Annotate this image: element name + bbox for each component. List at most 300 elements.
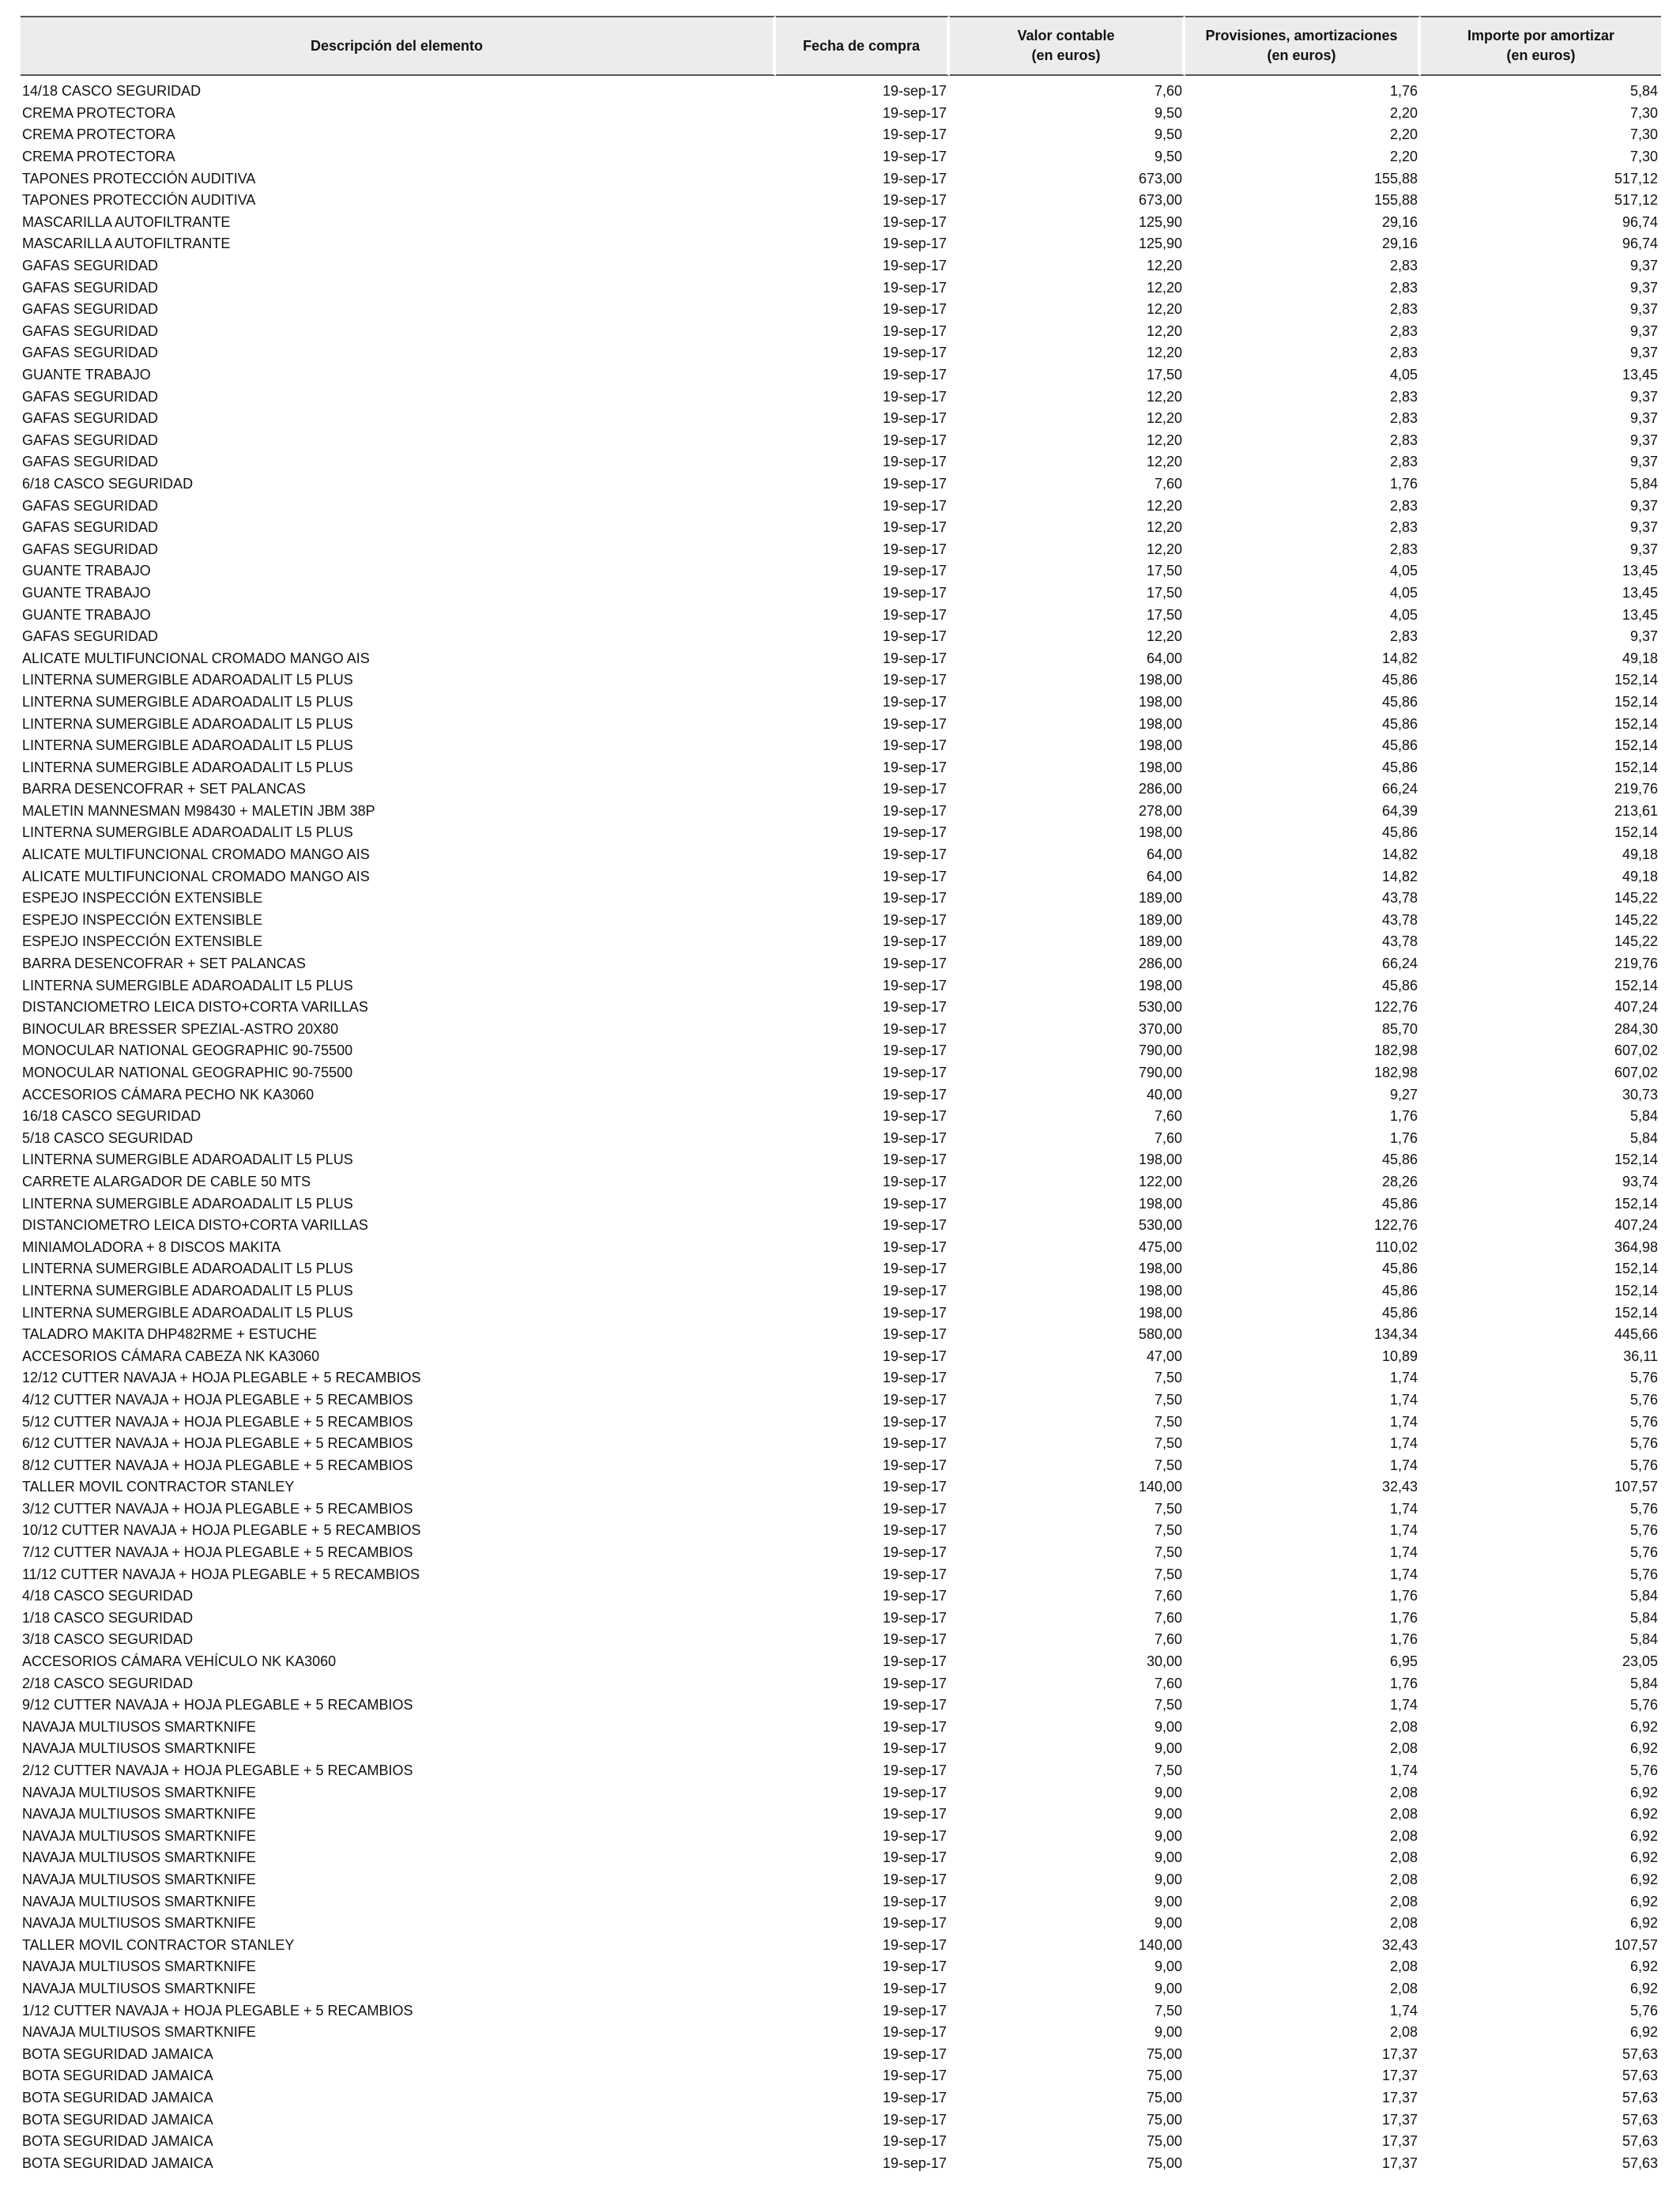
cell-amount-to-amortize: 152,14 <box>1614 824 1658 841</box>
cell-description: LINTERNA SUMERGIBLE ADAROADALIT L5 PLUS <box>22 715 353 732</box>
cell-amount-to-amortize: 7,30 <box>1629 149 1658 165</box>
cell-purchase-date: 19-sep-17 <box>882 454 947 470</box>
cell-purchase-date: 19-sep-17 <box>882 1348 947 1364</box>
table-row <box>21 1913 1661 1935</box>
table-row <box>21 1695 1661 1717</box>
cell-description: 3/12 CUTTER NAVAJA + HOJA PLEGABLE + 5 RECAMBIOS <box>22 1500 413 1517</box>
cell-description: LINTERNA SUMERGIBLE ADAROADALIT L5 PLUS <box>22 737 353 754</box>
cell-amount-to-amortize: 9,37 <box>1629 432 1658 448</box>
cell-book-value: 9,00 <box>1154 1849 1182 1866</box>
cell-description: NAVAJA MULTIUSOS SMARTKNIFE <box>22 1718 256 1735</box>
cell-description: NAVAJA MULTIUSOS SMARTKNIFE <box>22 1980 256 1996</box>
cell-provisions: 6,95 <box>1389 1653 1418 1670</box>
cell-provisions: 2,08 <box>1389 1806 1418 1823</box>
cell-description: NAVAJA MULTIUSOS SMARTKNIFE <box>22 1871 256 1887</box>
table-row <box>21 1149 1661 1171</box>
cell-provisions: 1,74 <box>1389 1391 1418 1408</box>
cell-amount-to-amortize: 96,74 <box>1622 213 1658 230</box>
cell-book-value: 12,20 <box>1146 497 1182 514</box>
cell-book-value: 790,00 <box>1138 1065 1182 1081</box>
table-row <box>21 2022 1661 2044</box>
cell-description: MONOCULAR NATIONAL GEOGRAPHIC 90-75500 <box>22 1065 353 1081</box>
cell-book-value: 7,60 <box>1154 1108 1182 1125</box>
cell-description: BOTA SEGURIDAD JAMAICA <box>22 2111 213 2128</box>
cell-description: 10/12 CUTTER NAVAJA + HOJA PLEGABLE + 5 RECAMBIOS <box>22 1522 421 1539</box>
cell-description: TALLER MOVIL CONTRACTOR STANLEY <box>22 1479 295 1495</box>
table-row <box>21 1236 1661 1258</box>
cell-amount-to-amortize: 57,63 <box>1622 2133 1658 2150</box>
cell-amount-to-amortize: 9,37 <box>1629 258 1658 274</box>
table-row <box>21 386 1661 408</box>
cell-description: LINTERNA SUMERGIBLE ADAROADALIT L5 PLUS <box>22 759 353 775</box>
table-row <box>21 1128 1661 1150</box>
cell-book-value: 7,50 <box>1154 1566 1182 1582</box>
cell-purchase-date: 19-sep-17 <box>882 1609 947 1626</box>
cell-book-value: 12,20 <box>1146 432 1182 448</box>
cell-amount-to-amortize: 5,76 <box>1629 1500 1658 1517</box>
cell-description: ESPEJO INSPECCIÓN EXTENSIBLE <box>22 933 263 950</box>
table-row <box>21 255 1661 277</box>
cell-amount-to-amortize: 57,63 <box>1622 2045 1658 2062</box>
cell-provisions: 2,83 <box>1389 345 1418 361</box>
table-header <box>21 16 1661 76</box>
cell-book-value: 7,50 <box>1154 2002 1182 2019</box>
cell-purchase-date: 19-sep-17 <box>882 584 947 601</box>
cell-book-value: 189,00 <box>1138 911 1182 928</box>
cell-book-value: 475,00 <box>1138 1238 1182 1255</box>
cell-amount-to-amortize: 49,18 <box>1622 846 1658 863</box>
table-row <box>21 1040 1661 1062</box>
cell-book-value: 189,00 <box>1138 933 1182 950</box>
cell-purchase-date: 19-sep-17 <box>882 1195 947 1212</box>
header-row <box>21 16 1661 76</box>
cell-amount-to-amortize: 219,76 <box>1614 781 1658 797</box>
cell-description: 5/12 CUTTER NAVAJA + HOJA PLEGABLE + 5 RECAMBIOS <box>22 1413 413 1430</box>
cell-description: NAVAJA MULTIUSOS SMARTKNIFE <box>22 1849 256 1866</box>
header-amount-to-amortize: Importe por amortizar (en euros) <box>1421 16 1661 76</box>
cell-amount-to-amortize: 152,14 <box>1614 715 1658 732</box>
cell-book-value: 7,50 <box>1154 1500 1182 1517</box>
cell-provisions: 2,83 <box>1389 301 1418 318</box>
table-row <box>21 865 1661 888</box>
cell-provisions: 2,08 <box>1389 1784 1418 1800</box>
cell-purchase-date: 19-sep-17 <box>882 1500 947 1517</box>
cell-purchase-date: 19-sep-17 <box>882 1849 947 1866</box>
cell-amount-to-amortize: 5,76 <box>1629 1413 1658 1430</box>
table-row <box>21 124 1661 146</box>
cell-book-value: 12,20 <box>1146 541 1182 557</box>
table-row <box>21 692 1661 714</box>
cell-description: ALICATE MULTIFUNCIONAL CROMADO MANGO AIS <box>22 868 370 884</box>
cell-purchase-date: 19-sep-17 <box>882 410 947 427</box>
cell-description: TAPONES PROTECCIÓN AUDITIVA <box>22 170 256 187</box>
cell-book-value: 75,00 <box>1146 2133 1182 2150</box>
table-row <box>21 1608 1661 1630</box>
table-row <box>21 473 1661 496</box>
cell-book-value: 198,00 <box>1138 693 1182 710</box>
cell-provisions: 2,83 <box>1389 279 1418 296</box>
cell-provisions: 122,76 <box>1373 1217 1418 1234</box>
cell-amount-to-amortize: 23,05 <box>1622 1653 1658 1670</box>
cell-purchase-date: 19-sep-17 <box>882 563 947 579</box>
cell-description: MASCARILLA AUTOFILTRANTE <box>22 236 231 252</box>
cell-purchase-date: 19-sep-17 <box>882 2024 947 2041</box>
cell-book-value: 40,00 <box>1146 1086 1182 1103</box>
cell-purchase-date: 19-sep-17 <box>882 497 947 514</box>
cell-amount-to-amortize: 13,45 <box>1622 584 1658 601</box>
cell-book-value: 9,00 <box>1154 1893 1182 1909</box>
cell-purchase-date: 19-sep-17 <box>882 1108 947 1125</box>
cell-amount-to-amortize: 6,92 <box>1629 1806 1658 1823</box>
cell-book-value: 7,60 <box>1154 1631 1182 1648</box>
table-row <box>21 2109 1661 2131</box>
cell-description: GAFAS SEGURIDAD <box>22 519 159 536</box>
cell-provisions: 45,86 <box>1381 693 1418 710</box>
cell-amount-to-amortize: 5,76 <box>1629 1697 1658 1713</box>
cell-purchase-date: 19-sep-17 <box>882 1784 947 1800</box>
cell-book-value: 198,00 <box>1138 759 1182 775</box>
cell-description: ALICATE MULTIFUNCIONAL CROMADO MANGO AIS <box>22 846 370 863</box>
cell-amount-to-amortize: 5,76 <box>1629 1435 1658 1452</box>
cell-provisions: 45,86 <box>1381 1195 1418 1212</box>
cell-purchase-date: 19-sep-17 <box>882 1588 947 1604</box>
table-row <box>21 647 1661 669</box>
cell-description: GAFAS SEGURIDAD <box>22 322 159 339</box>
cell-amount-to-amortize: 5,84 <box>1629 1129 1658 1146</box>
cell-provisions: 45,86 <box>1381 824 1418 841</box>
cell-purchase-date: 19-sep-17 <box>882 956 947 972</box>
cell-description: GAFAS SEGURIDAD <box>22 258 159 274</box>
cell-provisions: 4,05 <box>1389 563 1418 579</box>
table-row <box>21 1585 1661 1608</box>
cell-description: LINTERNA SUMERGIBLE ADAROADALIT L5 PLUS <box>22 977 353 993</box>
cell-provisions: 29,16 <box>1381 213 1418 230</box>
header-book-value: Valor contable (en euros) <box>950 16 1185 76</box>
table-row <box>21 1520 1661 1542</box>
cell-purchase-date: 19-sep-17 <box>882 2154 947 2171</box>
cell-description: LINTERNA SUMERGIBLE ADAROADALIT L5 PLUS <box>22 693 353 710</box>
cell-amount-to-amortize: 284,30 <box>1614 1020 1658 1037</box>
table-row <box>21 190 1661 212</box>
cell-book-value: 9,50 <box>1154 104 1182 121</box>
cell-purchase-date: 19-sep-17 <box>882 846 947 863</box>
cell-purchase-date: 19-sep-17 <box>882 279 947 296</box>
cell-amount-to-amortize: 5,84 <box>1629 1609 1658 1626</box>
cell-book-value: 122,00 <box>1138 1173 1182 1189</box>
cell-amount-to-amortize: 517,12 <box>1614 192 1658 209</box>
cell-book-value: 17,50 <box>1146 367 1182 383</box>
cell-book-value: 7,50 <box>1154 1762 1182 1779</box>
cell-amount-to-amortize: 57,63 <box>1622 2154 1658 2171</box>
cell-amount-to-amortize: 517,12 <box>1614 170 1658 187</box>
cell-description: NAVAJA MULTIUSOS SMARTKNIFE <box>22 1806 256 1823</box>
table-row <box>21 582 1661 605</box>
cell-description: LINTERNA SUMERGIBLE ADAROADALIT L5 PLUS <box>22 824 353 841</box>
table-row <box>21 1781 1661 1804</box>
cell-purchase-date: 19-sep-17 <box>882 715 947 732</box>
cell-provisions: 1,74 <box>1389 1522 1418 1539</box>
table-row <box>21 1302 1661 1324</box>
table-row <box>21 1738 1661 1760</box>
cell-provisions: 10,89 <box>1381 1348 1418 1364</box>
table-row <box>21 888 1661 910</box>
cell-provisions: 2,83 <box>1389 519 1418 536</box>
cell-amount-to-amortize: 13,45 <box>1622 606 1658 623</box>
cell-provisions: 17,37 <box>1381 2045 1418 2062</box>
cell-amount-to-amortize: 6,92 <box>1629 1740 1658 1757</box>
cell-description: BINOCULAR BRESSER SPEZIAL-ASTRO 20X80 <box>22 1020 339 1037</box>
table-row <box>21 822 1661 844</box>
cell-book-value: 17,50 <box>1146 563 1182 579</box>
cell-description: BOTA SEGURIDAD JAMAICA <box>22 2154 213 2171</box>
header-purchase-date: Fecha de compra <box>776 16 950 76</box>
cell-provisions: 2,08 <box>1389 1980 1418 1996</box>
cell-provisions: 2,08 <box>1389 1915 1418 1932</box>
cell-book-value: 75,00 <box>1146 2154 1182 2171</box>
cell-provisions: 45,86 <box>1381 1152 1418 1168</box>
cell-amount-to-amortize: 364,98 <box>1614 1238 1658 1255</box>
cell-description: LINTERNA SUMERGIBLE ADAROADALIT L5 PLUS <box>22 1282 353 1299</box>
table-row <box>21 997 1661 1019</box>
cell-provisions: 9,27 <box>1389 1086 1418 1103</box>
cell-book-value: 9,00 <box>1154 2024 1182 2041</box>
table-row <box>21 1978 1661 2000</box>
cell-book-value: 673,00 <box>1138 192 1182 209</box>
cell-amount-to-amortize: 6,92 <box>1629 1849 1658 1866</box>
table-body <box>21 76 1661 2174</box>
cell-provisions: 45,86 <box>1381 1282 1418 1299</box>
cell-purchase-date: 19-sep-17 <box>882 1217 947 1234</box>
cell-amount-to-amortize: 6,92 <box>1629 1827 1658 1844</box>
cell-amount-to-amortize: 607,02 <box>1614 1065 1658 1081</box>
cell-book-value: 64,00 <box>1146 868 1182 884</box>
table-row <box>21 1869 1661 1891</box>
cell-book-value: 12,20 <box>1146 628 1182 645</box>
cell-book-value: 140,00 <box>1138 1479 1182 1495</box>
cell-provisions: 1,74 <box>1389 1762 1418 1779</box>
cell-amount-to-amortize: 96,74 <box>1622 236 1658 252</box>
table-row <box>21 2000 1661 2022</box>
cell-provisions: 1,76 <box>1389 1675 1418 1691</box>
cell-description: GAFAS SEGURIDAD <box>22 410 159 427</box>
table-row <box>21 953 1661 975</box>
cell-description: 14/18 CASCO SEGURIDAD <box>22 83 202 100</box>
cell-provisions: 45,86 <box>1381 1261 1418 1277</box>
table-row <box>21 1651 1661 1673</box>
cell-description: NAVAJA MULTIUSOS SMARTKNIFE <box>22 1958 256 1975</box>
cell-provisions: 1,74 <box>1389 1500 1418 1517</box>
cell-amount-to-amortize: 6,92 <box>1629 2024 1658 2041</box>
cell-book-value: 198,00 <box>1138 715 1182 732</box>
cell-provisions: 66,24 <box>1381 956 1418 972</box>
cell-book-value: 7,50 <box>1154 1522 1182 1539</box>
cell-book-value: 17,50 <box>1146 606 1182 623</box>
cell-amount-to-amortize: 407,24 <box>1614 999 1658 1016</box>
cell-amount-to-amortize: 213,61 <box>1614 802 1658 819</box>
cell-book-value: 580,00 <box>1138 1326 1182 1343</box>
cell-description: GUANTE TRABAJO <box>22 584 151 601</box>
cell-purchase-date: 19-sep-17 <box>882 1718 947 1735</box>
cell-purchase-date: 19-sep-17 <box>882 1697 947 1713</box>
table-row <box>21 931 1661 953</box>
cell-provisions: 1,76 <box>1389 1588 1418 1604</box>
cell-amount-to-amortize: 57,63 <box>1622 2111 1658 2128</box>
table-row <box>21 451 1661 473</box>
cell-provisions: 14,82 <box>1381 868 1418 884</box>
cell-amount-to-amortize: 9,37 <box>1629 279 1658 296</box>
cell-purchase-date: 19-sep-17 <box>882 345 947 361</box>
cell-amount-to-amortize: 49,18 <box>1622 868 1658 884</box>
cell-amount-to-amortize: 152,14 <box>1614 1282 1658 1299</box>
cell-description: GAFAS SEGURIDAD <box>22 301 159 318</box>
cell-amount-to-amortize: 152,14 <box>1614 977 1658 993</box>
cell-amount-to-amortize: 6,92 <box>1629 1915 1658 1932</box>
cell-amount-to-amortize: 152,14 <box>1614 1152 1658 1168</box>
cell-book-value: 9,50 <box>1154 126 1182 143</box>
cell-book-value: 198,00 <box>1138 672 1182 688</box>
cell-purchase-date: 19-sep-17 <box>882 1304 947 1321</box>
cell-book-value: 9,00 <box>1154 1980 1182 1996</box>
cell-purchase-date: 19-sep-17 <box>882 650 947 666</box>
cell-purchase-date: 19-sep-17 <box>882 1173 947 1189</box>
cell-purchase-date: 19-sep-17 <box>882 2068 947 2084</box>
table-row <box>21 168 1661 190</box>
cell-book-value: 9,00 <box>1154 1871 1182 1887</box>
cell-purchase-date: 19-sep-17 <box>882 1152 947 1168</box>
cell-purchase-date: 19-sep-17 <box>882 1740 947 1757</box>
cell-provisions: 1,74 <box>1389 1697 1418 1713</box>
cell-purchase-date: 19-sep-17 <box>882 1020 947 1037</box>
cell-amount-to-amortize: 445,66 <box>1614 1326 1658 1343</box>
cell-description: 2/18 CASCO SEGURIDAD <box>22 1675 194 1691</box>
cell-amount-to-amortize: 9,37 <box>1629 628 1658 645</box>
cell-purchase-date: 19-sep-17 <box>882 693 947 710</box>
cell-description: ESPEJO INSPECCIÓN EXTENSIBLE <box>22 890 263 907</box>
cell-provisions: 110,02 <box>1375 1238 1418 1255</box>
cell-book-value: 7,60 <box>1154 1609 1182 1626</box>
cell-book-value: 125,90 <box>1138 236 1182 252</box>
cell-book-value: 9,00 <box>1154 1958 1182 1975</box>
cell-provisions: 2,20 <box>1389 104 1418 121</box>
cell-purchase-date: 19-sep-17 <box>882 999 947 1016</box>
cell-provisions: 2,08 <box>1389 2024 1418 2041</box>
cell-description: 8/12 CUTTER NAVAJA + HOJA PLEGABLE + 5 RECAMBIOS <box>22 1457 413 1473</box>
cell-description: GAFAS SEGURIDAD <box>22 432 159 448</box>
cell-book-value: 9,00 <box>1154 1915 1182 1932</box>
cell-purchase-date: 19-sep-17 <box>882 1958 947 1975</box>
cell-purchase-date: 19-sep-17 <box>882 1326 947 1343</box>
cell-book-value: 12,20 <box>1146 519 1182 536</box>
cell-purchase-date: 19-sep-17 <box>882 606 947 623</box>
cell-provisions: 2,08 <box>1389 1827 1418 1844</box>
cell-provisions: 14,82 <box>1381 650 1418 666</box>
cell-amount-to-amortize: 107,57 <box>1614 1936 1658 1953</box>
cell-purchase-date: 19-sep-17 <box>882 1413 947 1430</box>
table-row <box>21 974 1661 997</box>
cell-provisions: 2,83 <box>1389 541 1418 557</box>
cell-description: MALETIN MANNESMAN M98430 + MALETIN JBM 38P <box>22 802 375 819</box>
cell-book-value: 12,20 <box>1146 258 1182 274</box>
cell-amount-to-amortize: 152,14 <box>1614 672 1658 688</box>
cell-description: 16/18 CASCO SEGURIDAD <box>22 1108 202 1125</box>
cell-book-value: 9,00 <box>1154 1740 1182 1757</box>
cell-amount-to-amortize: 7,30 <box>1629 126 1658 143</box>
cell-provisions: 1,76 <box>1389 1108 1418 1125</box>
cell-purchase-date: 19-sep-17 <box>882 541 947 557</box>
cell-purchase-date: 19-sep-17 <box>882 1435 947 1452</box>
cell-book-value: 673,00 <box>1138 170 1182 187</box>
table-row <box>21 1804 1661 1826</box>
cell-purchase-date: 19-sep-17 <box>882 1893 947 1909</box>
cell-book-value: 9,00 <box>1154 1827 1182 1844</box>
cell-description: 5/18 CASCO SEGURIDAD <box>22 1129 194 1146</box>
cell-provisions: 45,86 <box>1381 715 1418 732</box>
cell-amount-to-amortize: 5,84 <box>1629 83 1658 100</box>
cell-provisions: 2,08 <box>1389 1718 1418 1735</box>
cell-description: ACCESORIOS CÁMARA CABEZA NK KA3060 <box>22 1348 320 1364</box>
cell-purchase-date: 19-sep-17 <box>882 104 947 121</box>
cell-book-value: 370,00 <box>1138 1020 1182 1037</box>
cell-purchase-date: 19-sep-17 <box>882 1675 947 1691</box>
cell-book-value: 140,00 <box>1138 1936 1182 1953</box>
cell-amount-to-amortize: 9,37 <box>1629 410 1658 427</box>
table-row <box>21 1411 1661 1433</box>
table-row <box>21 756 1661 778</box>
cell-amount-to-amortize: 36,11 <box>1623 1348 1658 1364</box>
cell-provisions: 182,98 <box>1373 1065 1418 1081</box>
table-row <box>21 1389 1661 1412</box>
table-row <box>21 81 1661 103</box>
table-row <box>21 1498 1661 1521</box>
cell-book-value: 7,60 <box>1154 1588 1182 1604</box>
table-row <box>21 1476 1661 1498</box>
cell-purchase-date: 19-sep-17 <box>882 519 947 536</box>
cell-description: 9/12 CUTTER NAVAJA + HOJA PLEGABLE + 5 RECAMBIOS <box>22 1697 413 1713</box>
cell-book-value: 530,00 <box>1138 1217 1182 1234</box>
table-row <box>21 2087 1661 2109</box>
cell-purchase-date: 19-sep-17 <box>882 2089 947 2105</box>
cell-description: 12/12 CUTTER NAVAJA + HOJA PLEGABLE + 5 RECAMBIOS <box>22 1370 421 1386</box>
table-row <box>21 604 1661 626</box>
cell-amount-to-amortize: 5,76 <box>1629 2002 1658 2019</box>
cell-book-value: 286,00 <box>1138 956 1182 972</box>
table-row <box>21 1193 1661 1215</box>
cell-provisions: 85,70 <box>1381 1020 1418 1037</box>
table-row <box>21 626 1661 648</box>
cell-amount-to-amortize: 57,63 <box>1622 2089 1658 2105</box>
cell-description: MASCARILLA AUTOFILTRANTE <box>22 213 231 230</box>
cell-provisions: 29,16 <box>1381 236 1418 252</box>
cell-provisions: 1,76 <box>1389 1631 1418 1648</box>
cell-description: ACCESORIOS CÁMARA PECHO NK KA3060 <box>22 1086 315 1103</box>
cell-book-value: 12,20 <box>1146 301 1182 318</box>
cell-book-value: 198,00 <box>1138 977 1182 993</box>
cell-description: LINTERNA SUMERGIBLE ADAROADALIT L5 PLUS <box>22 1195 353 1212</box>
cell-provisions: 1,76 <box>1389 475 1418 492</box>
cell-purchase-date: 19-sep-17 <box>882 1544 947 1561</box>
cell-provisions: 2,83 <box>1389 628 1418 645</box>
cell-description: GAFAS SEGURIDAD <box>22 541 159 557</box>
cell-purchase-date: 19-sep-17 <box>882 432 947 448</box>
cell-description: GAFAS SEGURIDAD <box>22 497 159 514</box>
cell-provisions: 14,82 <box>1381 846 1418 863</box>
cell-provisions: 2,83 <box>1389 454 1418 470</box>
table-row <box>21 1019 1661 1041</box>
cell-provisions: 1,74 <box>1389 1435 1418 1452</box>
cell-provisions: 43,78 <box>1381 890 1418 907</box>
cell-purchase-date: 19-sep-17 <box>882 213 947 230</box>
table-row <box>21 713 1661 735</box>
